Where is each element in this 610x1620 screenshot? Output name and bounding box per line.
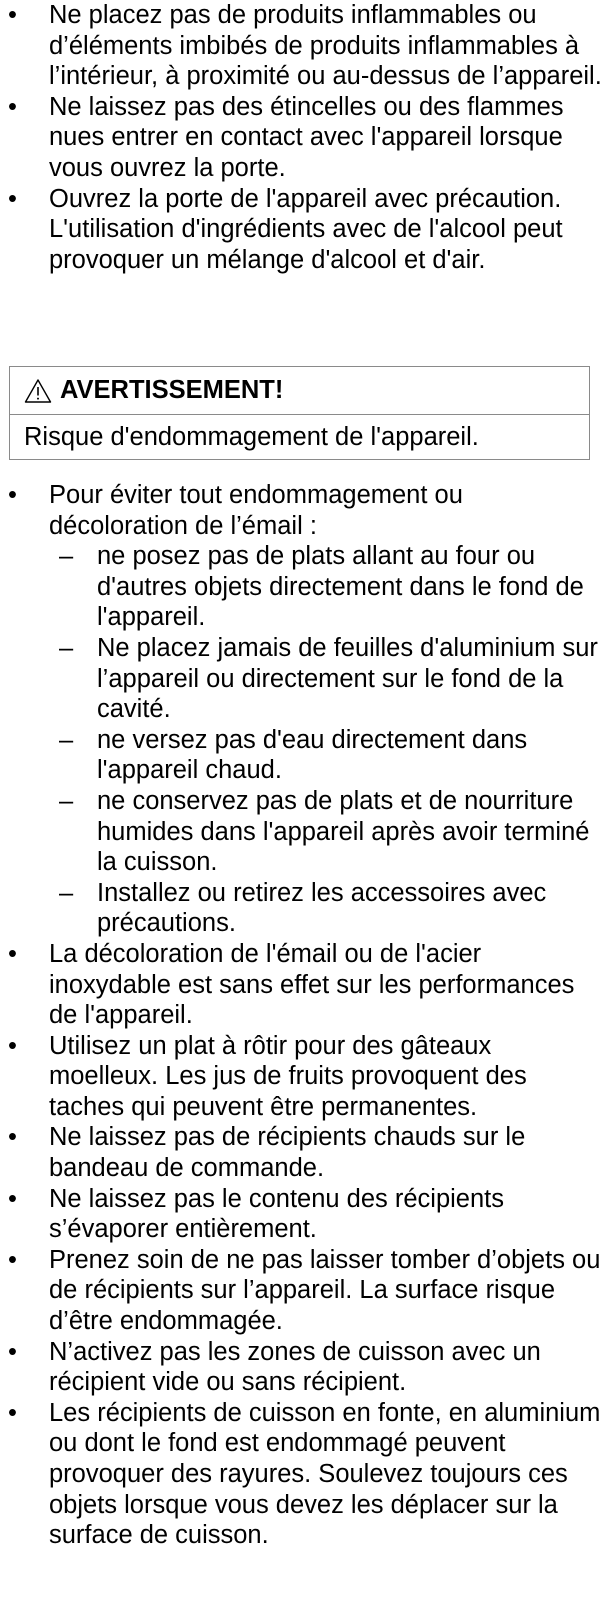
warning-box: [9, 366, 590, 460]
bullet-marker: •: [8, 1031, 17, 1060]
list-item: [0, 1245, 610, 1337]
sub-list-item: [49, 725, 602, 786]
list-item-text: Ne laissez pas des étincelles ou des flammes nues entrer en contact avec l'appareil lorsque vous ouvrez la porte.: [49, 92, 564, 182]
safety-list-top: [0, 0, 610, 275]
bullet-marker: •: [8, 1398, 17, 1427]
sub-list: [49, 541, 602, 939]
list-item-text: Ne laissez pas de récipients chauds sur le bandeau de commande.: [49, 1123, 526, 1183]
list-item-text: N’activez pas les zones de cuisson avec un récipient vide ou sans récipient.: [49, 1337, 541, 1397]
list-item-text: Ouvrez la porte de l'appareil avec précaution. L'utilisation d'ingrédients avec de l'alcool peut provoquer un mélange d'alcool et d'air.: [49, 184, 563, 274]
list-item: [0, 1184, 610, 1245]
dash-marker: –: [59, 725, 74, 754]
list-item: [0, 1122, 610, 1183]
sub-list-item: [49, 633, 602, 725]
bullet-marker: •: [8, 1245, 17, 1274]
sub-list-item: [49, 786, 602, 878]
sub-list-item-text: Installez ou retirez les accessoires avec précautions.: [97, 878, 547, 938]
warning-title: AVERTISSEMENT!: [60, 376, 284, 405]
list-item-text: Utilisez un plat à rôtir pour des gâteaux moelleux. Les jus de fruits provoquent des taches qui peuvent être permanentes.: [49, 1031, 527, 1121]
sub-list-item-text: ne versez pas d'eau directement dans l'appareil chaud.: [97, 725, 528, 785]
list-item: [0, 184, 610, 276]
list-item: [0, 1398, 610, 1551]
list-item: [0, 939, 610, 1031]
sub-list-item: [49, 541, 602, 633]
warning-text: Risque d'endommagement de l'appareil.: [24, 422, 479, 451]
list-item-text: La décoloration de l'émail ou de l'acier inoxydable est sans effet sur les performances de l'appareil.: [49, 939, 575, 1030]
bullet-marker: •: [8, 1, 17, 29]
bullet-marker: •: [8, 92, 17, 121]
list-item: [0, 1337, 610, 1398]
list-item: [0, 480, 610, 939]
dash-marker: –: [59, 878, 74, 907]
sub-list-item-text: Ne placez jamais de feuilles d'aluminium sur l’appareil ou directement sur le fond de la cavité.: [97, 633, 598, 724]
list-item-text: Prenez soin de ne pas laisser tomber d’objets ou de récipients sur l’appareil. La surface risque d’être endommagée.: [49, 1245, 601, 1336]
dash-marker: –: [59, 542, 74, 571]
bullet-marker: •: [8, 481, 17, 509]
warning-header: [10, 367, 589, 415]
dash-marker: –: [59, 786, 74, 815]
bullet-marker: •: [8, 1337, 17, 1366]
bullet-marker: •: [8, 939, 17, 968]
dash-marker: –: [59, 633, 74, 662]
list-item-text: Ne laissez pas le contenu des récipients s’évaporer entièrement.: [49, 1184, 505, 1244]
list-item: [0, 92, 610, 184]
bullet-marker: •: [8, 1184, 17, 1213]
sub-list-item-text: ne conservez pas de plats et de nourriture humides dans l'appareil après avoir terminé la cuisson.: [97, 786, 590, 877]
list-item: [0, 1031, 610, 1123]
warning-triangle-icon: [24, 378, 52, 404]
list-item: [0, 0, 610, 92]
bullet-marker: •: [8, 1123, 17, 1152]
safety-list-bottom: [0, 480, 610, 1551]
bullet-marker: •: [8, 184, 17, 213]
sub-list-item-text: ne posez pas de plats allant au four ou d'autres objets directement dans le fond de l'appareil.: [97, 542, 584, 632]
sub-list-item: [49, 878, 602, 939]
list-item-text: Pour éviter tout endommagement ou décoloration de l’émail :: [49, 481, 463, 540]
list-item-text: Les récipients de cuisson en fonte, en aluminium ou dont le fond est endommagé peuvent provoquer des rayures. Soulevez toujours ces objets lorsque vous devez les déplacer sur la surface de cuisson.: [49, 1398, 601, 1550]
list-item-text: Ne placez pas de produits inflammables ou d’éléments imbibés de produits inflammables à l’intérieur, à proximité ou au-dessus de l’appareil.: [49, 1, 602, 91]
